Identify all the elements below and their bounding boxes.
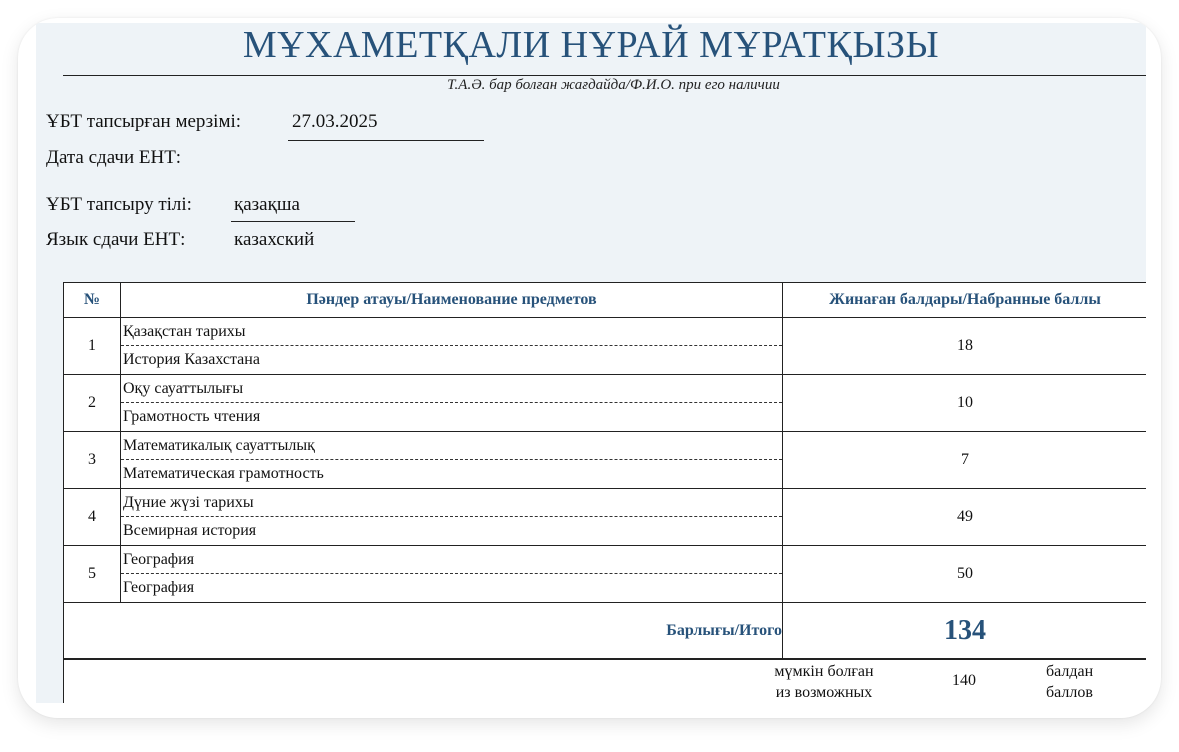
possible-label-kz: мүмкін болған <box>774 663 874 680</box>
exam-language-value-ru: казахский <box>234 229 315 250</box>
exam-date-label-ru: Дата сдачи ЕНТ: <box>46 147 182 168</box>
row-points: 7 <box>783 432 1147 489</box>
row-points: 50 <box>783 546 1147 603</box>
exam-language-value-kz: қазақша <box>234 194 300 215</box>
row-points: 49 <box>783 489 1147 546</box>
name-caption: Т.А.Ә. бар болған жағдайда/Ф.И.О. при его наличии <box>447 77 780 93</box>
possible-unit <box>1046 661 1093 703</box>
exam-language-label-kz: ҰБТ тапсыру тілі: <box>46 194 192 215</box>
subject-name-ru: Всемирная история <box>123 522 257 539</box>
exam-date-label-kz: ҰБТ тапсырған мерзімі: <box>46 111 242 132</box>
row-points: 10 <box>783 375 1147 432</box>
exam-language-underline <box>231 221 355 222</box>
row-subject <box>121 432 783 489</box>
exam-date-underline <box>288 140 484 141</box>
subject-name-kz: Қазақстан тарихы <box>121 318 782 346</box>
subject-name-ru: Грамотность чтения <box>123 408 261 425</box>
possible-unit-ru: баллов <box>1046 684 1093 701</box>
total-row <box>64 603 1147 659</box>
subject-name-kz: Математикалық сауаттылық <box>121 432 782 460</box>
subject-name-kz: Дүние жүзі тарихы <box>121 489 782 517</box>
header-subject: Пәндер атауы/Наименование предметов <box>121 283 783 318</box>
row-number: 1 <box>64 318 121 375</box>
scores-table <box>63 282 1146 659</box>
row-number: 3 <box>64 432 121 489</box>
row-subject <box>121 546 783 603</box>
row-subject <box>121 489 783 546</box>
subject-name-ru: История Казахстана <box>123 351 260 368</box>
table-row <box>64 489 1147 546</box>
subject-name-kz: География <box>121 546 782 574</box>
row-subject <box>121 375 783 432</box>
total-value: 134 <box>783 603 1147 659</box>
header-points: Жинаған балдары/Набранные баллы <box>783 283 1147 318</box>
possible-points-row <box>63 659 1146 703</box>
table-row <box>64 375 1147 432</box>
document-card <box>18 18 1161 718</box>
candidate-name: МҰХАМЕТҚАЛИ НҰРАЙ МҰРАТҚЫЗЫ <box>242 24 940 66</box>
subject-name-ru: География <box>123 579 195 596</box>
header-number: № <box>64 283 121 318</box>
name-underline <box>63 75 1146 76</box>
subject-name-ru: Математическая грамотность <box>123 465 324 482</box>
possible-label-ru: из возможных <box>775 684 873 701</box>
possible-label <box>754 661 894 703</box>
row-points: 18 <box>783 318 1147 375</box>
row-number: 4 <box>64 489 121 546</box>
certificate-page <box>36 23 1146 703</box>
row-number: 2 <box>64 375 121 432</box>
exam-date-value: 27.03.2025 <box>292 111 378 132</box>
row-number: 5 <box>64 546 121 603</box>
row-subject <box>121 318 783 375</box>
table-row <box>64 546 1147 603</box>
table-header-row <box>64 283 1147 318</box>
possible-value: 140 <box>952 672 976 689</box>
table-row <box>64 318 1147 375</box>
subject-name-kz: Оқу сауаттылығы <box>121 375 782 403</box>
exam-language-label-ru: Язык сдачи ЕНТ: <box>46 229 186 250</box>
possible-unit-kz: балдан <box>1046 663 1094 680</box>
total-label: Барлығы/Итого <box>64 603 783 659</box>
table-row <box>64 432 1147 489</box>
